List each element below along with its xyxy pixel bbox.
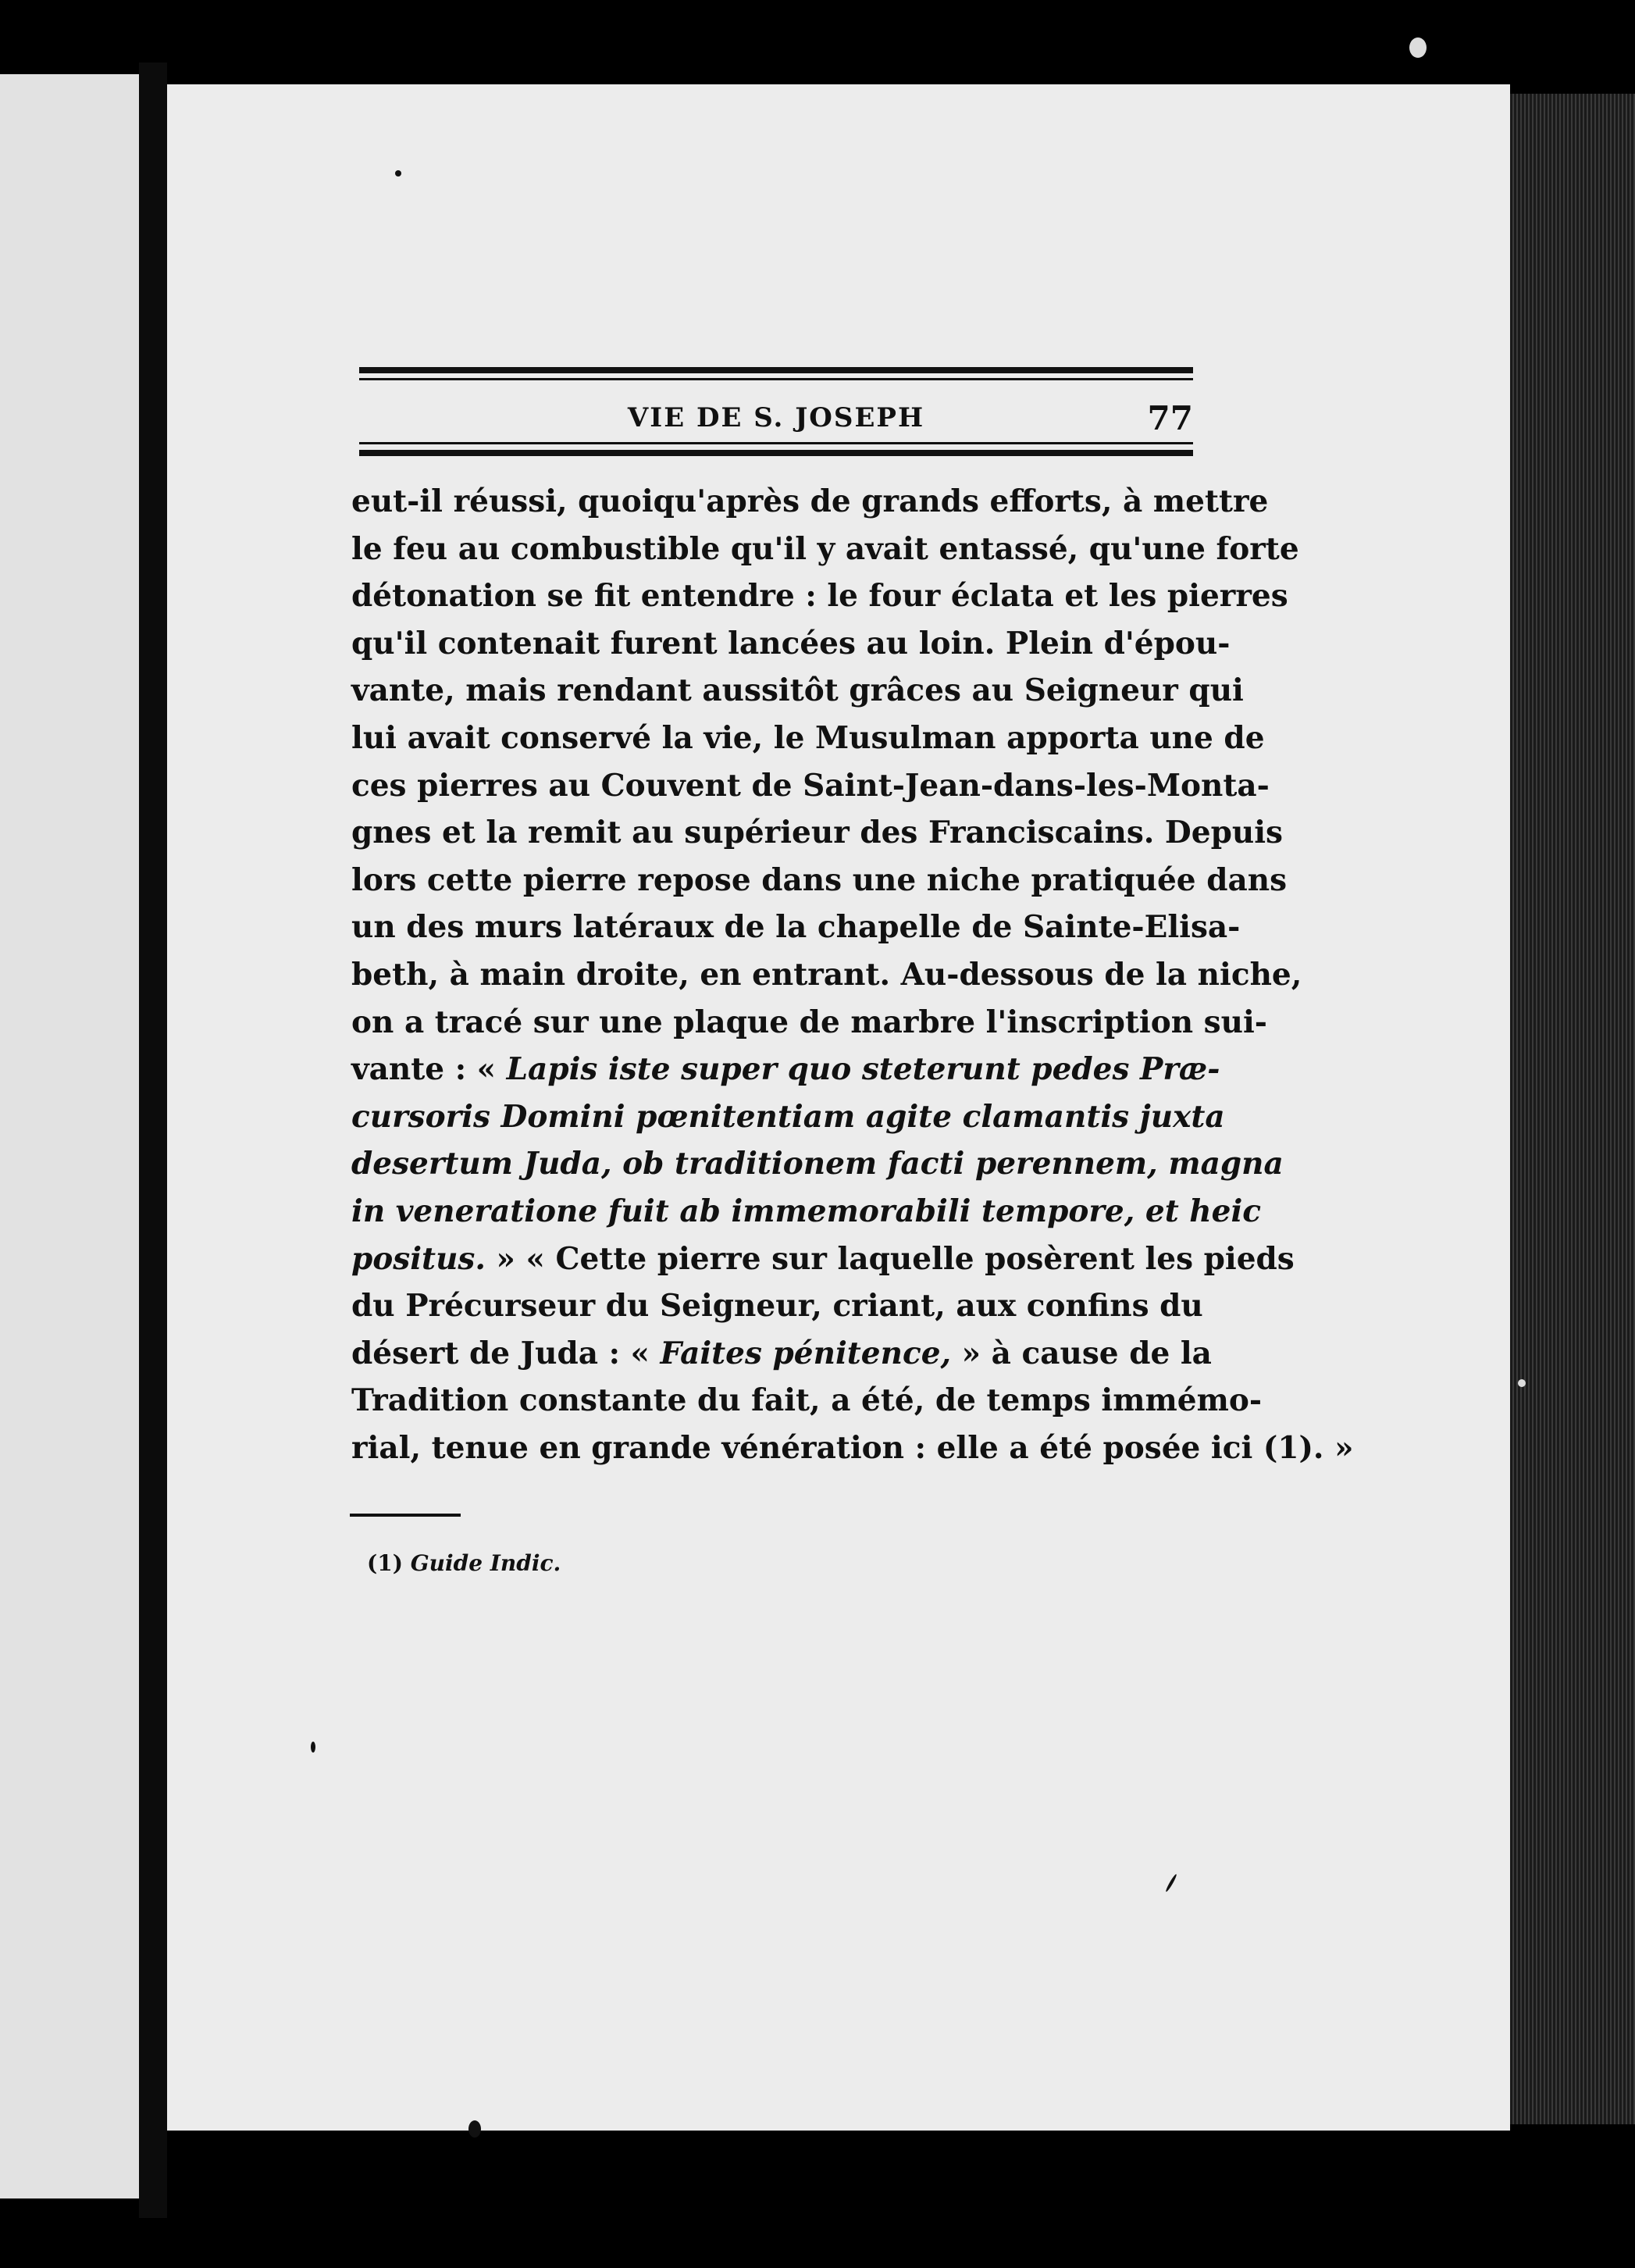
text-line: désert de Juda : « Faites pénitence, » à cause de la — [351, 1335, 1212, 1371]
quoted-phrase: Faites pénitence, — [660, 1335, 952, 1371]
dust-speck — [1518, 1379, 1526, 1387]
text-line: lors cette pierre repose dans une niche pratiquée dans — [351, 861, 1288, 898]
text-line: lui avait conservé la vie, le Musulman apporta une de — [351, 719, 1265, 756]
text-line: vante : « Lapis iste super quo steterunt pedes Præ- — [351, 1051, 1220, 1088]
footnote-rule — [350, 1514, 461, 1517]
text-line — [351, 1093, 1225, 1141]
latin-inscription: positus. — [351, 1240, 486, 1277]
body-paragraph — [351, 478, 1354, 1471]
footnote-marker: (1) — [367, 1550, 403, 1576]
dust-speck — [1409, 37, 1427, 58]
text-line: gnes et la remit au supérieur des Franciscains. Depuis — [351, 815, 1283, 851]
text-line: eut-il réussi, quoiqu'après de grands efforts, à mettre — [351, 483, 1269, 519]
latin-inscription: cursoris Domini pœnitentiam agite clamantis juxta — [351, 1098, 1225, 1135]
latin-inscription: desertum Juda, ob traditionem facti perennem, magna — [351, 1146, 1284, 1182]
text-line: qu'il contenait furent lancées au loin. Plein d'épou- — [351, 625, 1231, 662]
text-line: beth, à main droite, en entrant. Au-dessous de la niche, — [351, 956, 1302, 993]
text-line: ces pierres au Couvent de Saint-Jean-dans-les-Monta- — [351, 767, 1270, 804]
latin-inscription: in veneratione fuit ab immemorabili tempore, et heic — [351, 1193, 1262, 1229]
header-rule-bottom-thick — [359, 450, 1193, 456]
text-line — [351, 1140, 1284, 1188]
running-head — [359, 394, 1193, 444]
header-rule-top-thick — [359, 367, 1193, 373]
footnote-text: Guide Indic. — [410, 1550, 561, 1576]
book-gutter — [139, 62, 167, 2218]
footnote — [367, 1550, 561, 1576]
header-rule-bottom-thin — [359, 442, 1193, 444]
page-block-edge — [1510, 94, 1635, 2124]
text-line: positus. » « Cette pierre sur laquelle posèrent les pieds — [351, 1240, 1295, 1277]
text-line: Tradition constante du fait, a été, de temps immémo- — [351, 1382, 1263, 1419]
dust-speck — [395, 170, 401, 177]
text-line: détonation se fit entendre : le four éclata et les pierres — [351, 578, 1288, 615]
dust-speck — [468, 2120, 481, 2138]
header-rule-top-thin — [359, 378, 1193, 380]
text-line: on a tracé sur une plaque de marbre l'inscription sui- — [351, 1004, 1267, 1040]
text-line: rial, tenue en grande vénération : elle a été posée ici (1). » — [351, 1429, 1354, 1466]
text-line: le feu au combustible qu'il y avait entassé, qu'une forte — [351, 530, 1299, 567]
latin-inscription: Lapis iste super quo steterunt pedes Præ- — [506, 1051, 1220, 1088]
dust-speck — [311, 1742, 315, 1753]
page-number: 77 — [1147, 399, 1193, 437]
text-line: vante, mais rendant aussitôt grâces au Seigneur qui — [351, 672, 1244, 709]
text-line: du Précurseur du Seigneur, criant, aux confins du — [351, 1288, 1203, 1325]
left-page-edge — [0, 74, 139, 2198]
text-line: un des murs latéraux de la chapelle de Sainte-Elisa- — [351, 909, 1241, 946]
running-title: VIE DE S. JOSEPH — [627, 402, 925, 433]
text-line — [351, 1188, 1262, 1236]
